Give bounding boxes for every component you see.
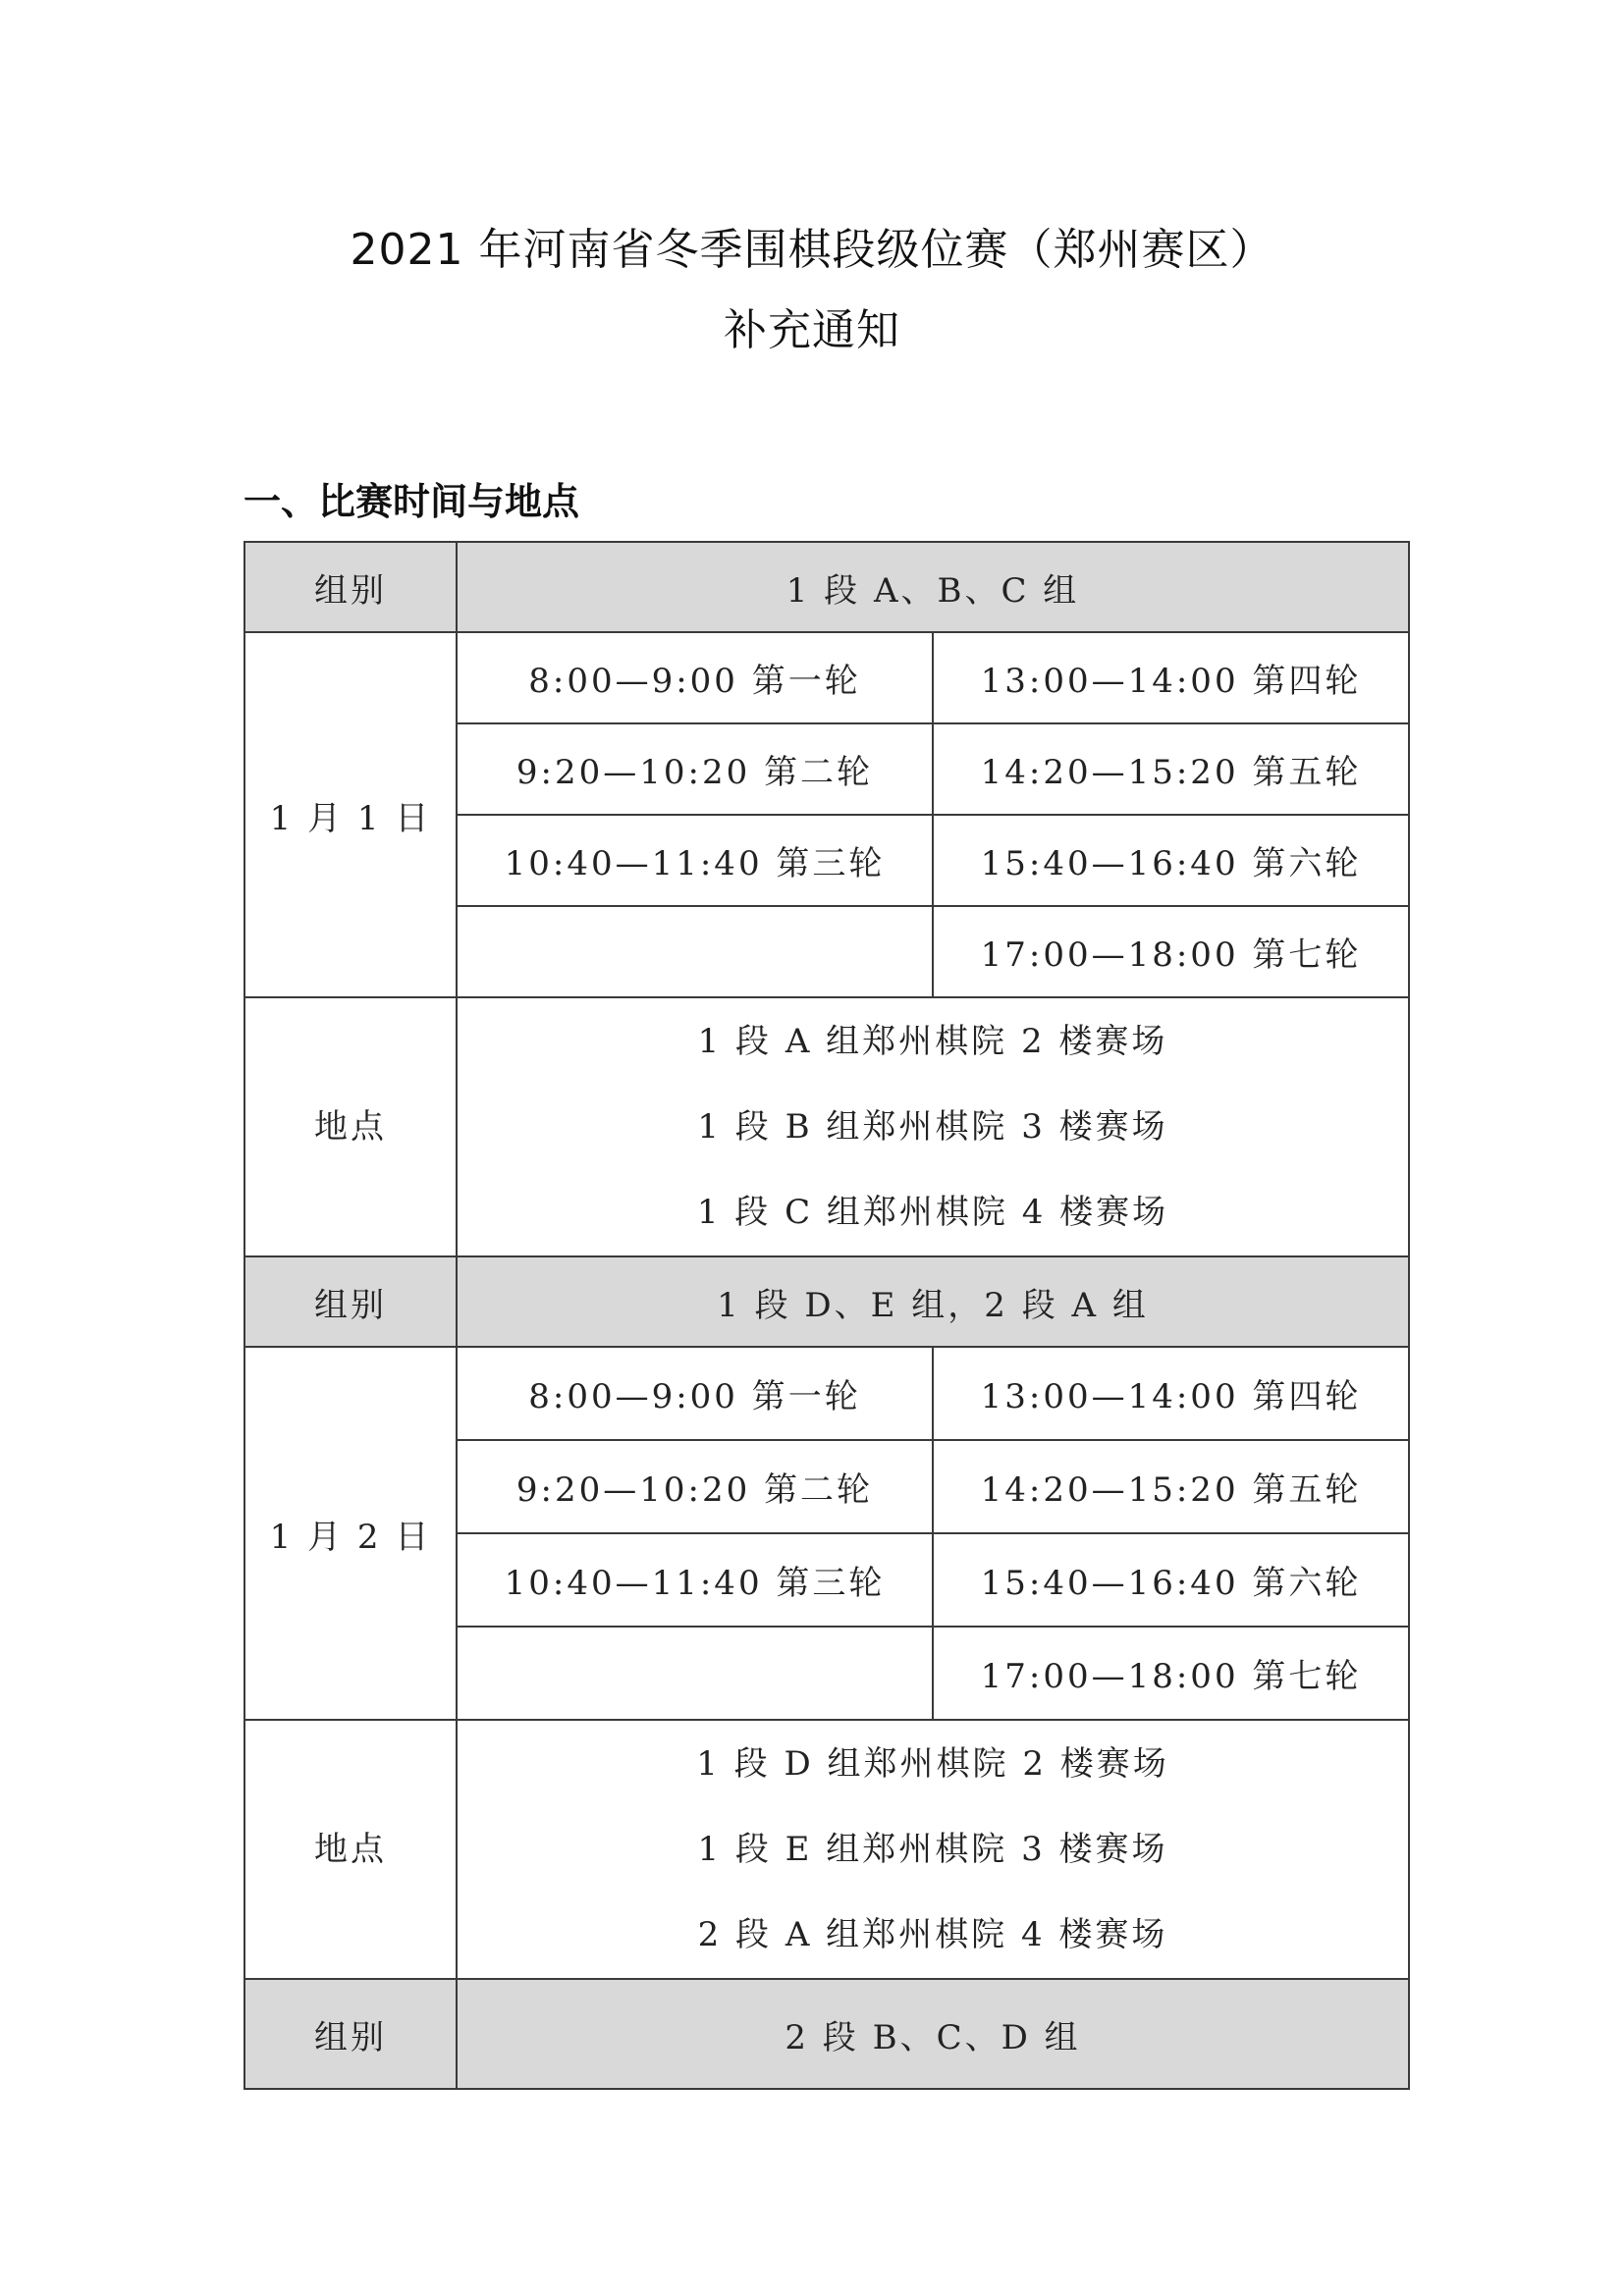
venue-line: 2 段 A 组郑州棋院 4 楼赛场 [697,1914,1168,1954]
group-value: 2 段 B、C、D 组 [457,1979,1409,2089]
round-cell: 9:20—10:20 第二轮 [457,723,933,815]
title-line-2: 补充通知 [724,305,900,355]
venue-line: 1 段 E 组郑州棋院 3 楼赛场 [697,1829,1168,1869]
round-row [244,632,1409,723]
round-cell: 13:00—14:00 第四轮 [933,632,1409,723]
venue-label: 地点 [244,1720,457,1979]
group-label: 组别 [244,542,457,632]
venue-line: 1 段 A 组郑州棋院 2 楼赛场 [697,1021,1168,1061]
round-cell [457,1627,933,1720]
group-row [244,1256,1409,1347]
round-cell [457,906,933,997]
venue-label: 地点 [244,997,457,1256]
round-cell: 10:40—11:40 第三轮 [457,1533,933,1627]
group-row [244,1979,1409,2089]
group-value: 1 段 D、E 组，2 段 A 组 [457,1256,1409,1347]
venue-row [244,997,1409,1256]
round-cell: 10:40—11:40 第三轮 [457,815,933,906]
round-cell: 8:00—9:00 第一轮 [457,1347,933,1440]
group-row [244,542,1409,632]
round-cell: 14:20—15:20 第五轮 [933,723,1409,815]
section-heading: 一、比赛时间与地点 [244,480,580,523]
venue-line: 1 段 D 组郑州棋院 2 楼赛场 [696,1743,1169,1784]
round-row [244,1347,1409,1440]
round-cell: 17:00—18:00 第七轮 [933,906,1409,997]
date-cell: 1 月 2 日 [244,1347,457,1720]
round-cell: 15:40—16:40 第六轮 [933,815,1409,906]
venue-list [457,997,1409,1256]
round-cell: 17:00—18:00 第七轮 [933,1627,1409,1720]
round-cell: 13:00—14:00 第四轮 [933,1347,1409,1440]
round-cell: 15:40—16:40 第六轮 [933,1533,1409,1627]
round-cell: 14:20—15:20 第五轮 [933,1440,1409,1533]
group-label: 组别 [244,1256,457,1347]
venue-row [244,1720,1409,1979]
venue-list [457,1720,1409,1979]
date-cell: 1 月 1 日 [244,632,457,997]
schedule-table [244,541,1410,2090]
group-value: 1 段 A、B、C 组 [457,542,1409,632]
venue-line: 1 段 C 组郑州棋院 4 楼赛场 [696,1192,1169,1232]
round-cell: 9:20—10:20 第二轮 [457,1440,933,1533]
title-line-1: 2021 年河南省冬季围棋段级位赛（郑州赛区） [350,225,1274,275]
venue-line: 1 段 B 组郑州棋院 3 楼赛场 [697,1106,1168,1147]
round-cell: 8:00—9:00 第一轮 [457,632,933,723]
group-label: 组别 [244,1979,457,2089]
